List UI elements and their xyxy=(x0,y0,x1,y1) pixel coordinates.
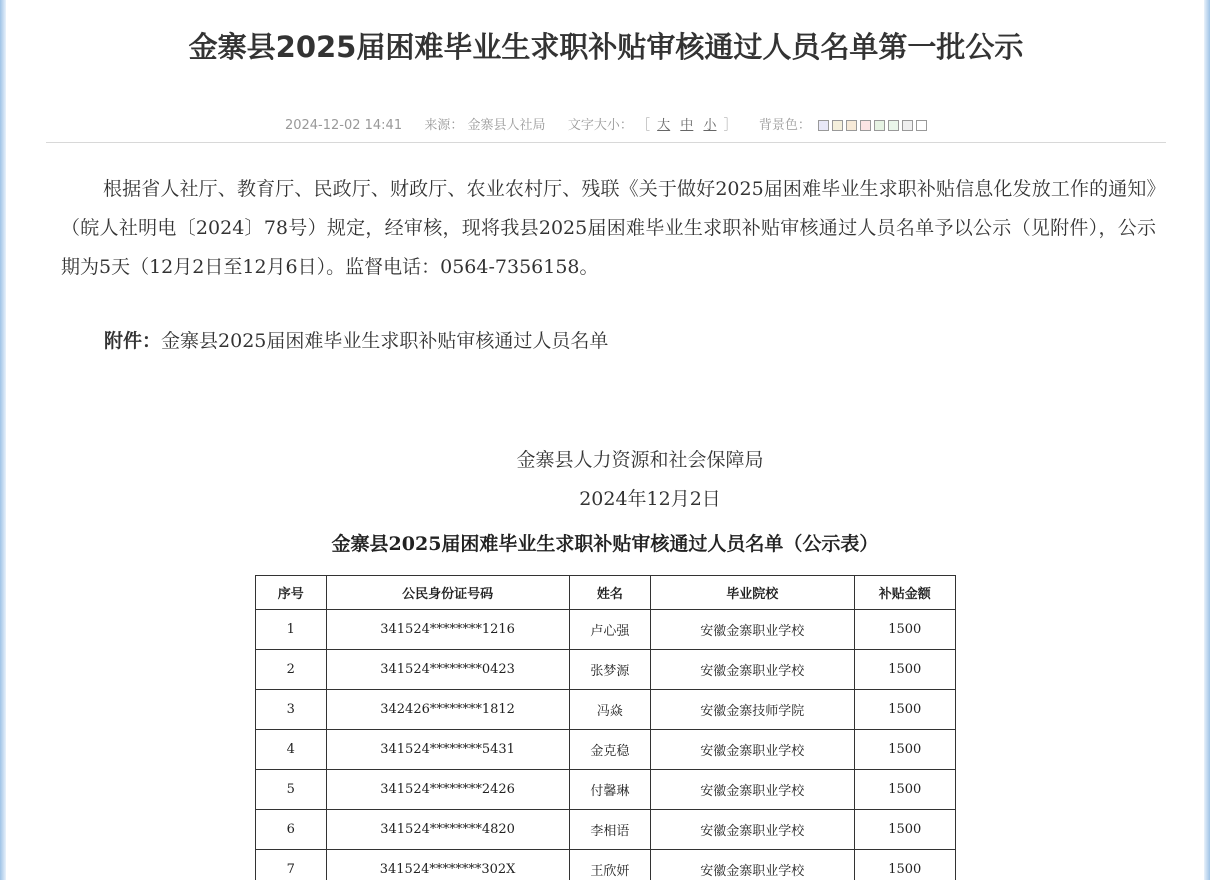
font-size-medium-button[interactable]: 中 xyxy=(680,118,694,133)
font-size-large-button[interactable]: 大 xyxy=(657,118,671,133)
cell-id-number: 341524********1216 xyxy=(326,610,569,650)
table-row xyxy=(256,610,956,650)
source-label: 来源： xyxy=(424,118,464,133)
cell-index: 1 xyxy=(256,610,327,650)
cell-index: 6 xyxy=(256,810,327,850)
left-border-decoration xyxy=(0,0,6,880)
table-row xyxy=(256,690,956,730)
cell-id-number: 341524********302X xyxy=(326,850,569,880)
background-swatch-5[interactable] xyxy=(874,120,885,131)
table-row xyxy=(256,850,956,880)
cell-subsidy: 1500 xyxy=(854,610,955,650)
signature-date: 2024年12月2日 xyxy=(579,488,721,510)
background-swatch-2[interactable] xyxy=(832,120,843,131)
cell-subsidy: 1500 xyxy=(854,770,955,810)
table-header-row xyxy=(256,576,956,610)
font-size-label: 文字大小： xyxy=(567,118,633,133)
cell-index: 4 xyxy=(256,730,327,770)
cell-index: 3 xyxy=(256,690,327,730)
article-title: 金寨县2025届困难毕业生求职补贴审核通过人员名单第一批公示 xyxy=(188,30,1024,64)
cell-index: 7 xyxy=(256,850,327,880)
bracket-close: ］ xyxy=(723,118,737,133)
background-swatch-group xyxy=(815,117,927,135)
cell-name: 金克稳 xyxy=(569,730,650,770)
cell-subsidy: 1500 xyxy=(854,850,955,880)
cell-school: 安徽金寨技师学院 xyxy=(651,690,854,730)
right-border-decoration xyxy=(1204,0,1210,880)
cell-name: 冯焱 xyxy=(569,690,650,730)
font-size-small-button[interactable]: 小 xyxy=(703,118,717,133)
cell-subsidy: 1500 xyxy=(854,730,955,770)
background-swatch-4[interactable] xyxy=(860,120,871,131)
table-row xyxy=(256,810,956,850)
background-swatch-8[interactable] xyxy=(916,120,927,131)
article-body: 根据省人社厅、教育厅、民政厅、财政厅、农业农村厅、残联《关于做好2025届困难毕业生求职补贴信息化发放工作的通知》（皖人社明电〔2024〕78号）规定，经审核，现将我县2025届困难毕业生求职补贴审核通过人员名单予以公示（见附件），公示期为5天（12月2日至12月6日）。监督电话：0564-7356158。 xyxy=(61,178,1156,278)
background-swatch-6[interactable] xyxy=(888,120,899,131)
attachment-label: 附件： xyxy=(104,330,162,352)
cell-name: 张梦源 xyxy=(569,650,650,690)
header-id-number: 公民身份证号码 xyxy=(326,576,569,610)
cell-school: 安徽金寨职业学校 xyxy=(651,730,854,770)
cell-name: 李相语 xyxy=(569,810,650,850)
publish-datetime: 2024-12-02 14:41 xyxy=(284,118,403,133)
header-index: 序号 xyxy=(256,576,327,610)
header-name: 姓名 xyxy=(569,576,650,610)
cell-school: 安徽金寨职业学校 xyxy=(651,650,854,690)
cell-school: 安徽金寨职业学校 xyxy=(651,770,854,810)
background-swatch-1[interactable] xyxy=(818,120,829,131)
cell-school: 安徽金寨职业学校 xyxy=(651,610,854,650)
cell-subsidy: 1500 xyxy=(854,650,955,690)
table-row xyxy=(256,650,956,690)
cell-id-number: 341524********2426 xyxy=(326,770,569,810)
cell-id-number: 341524********0423 xyxy=(326,650,569,690)
article-container xyxy=(46,0,1166,352)
cell-index: 2 xyxy=(256,650,327,690)
cell-id-number: 341524********4820 xyxy=(326,810,569,850)
cell-id-number: 341524********5431 xyxy=(326,730,569,770)
cell-name: 卢心强 xyxy=(569,610,650,650)
background-color-label: 背景色： xyxy=(758,118,811,133)
background-swatch-3[interactable] xyxy=(846,120,857,131)
article-meta xyxy=(46,117,1166,136)
bracket-open: ［ xyxy=(636,118,650,133)
cell-school: 安徽金寨职业学校 xyxy=(651,850,854,880)
signature-organization: 金寨县人力资源和社会保障局 xyxy=(516,449,764,471)
attachment-line xyxy=(104,322,608,361)
cell-name: 付馨琳 xyxy=(569,770,650,810)
attachment-link[interactable]: 金寨县2025届困难毕业生求职补贴审核通过人员名单 xyxy=(161,330,609,352)
cell-index: 5 xyxy=(256,770,327,810)
roster-table xyxy=(255,575,956,880)
cell-subsidy: 1500 xyxy=(854,810,955,850)
cell-school: 安徽金寨职业学校 xyxy=(651,810,854,850)
background-swatch-7[interactable] xyxy=(902,120,913,131)
table-title: 金寨县2025届困难毕业生求职补贴审核通过人员名单（公示表） xyxy=(331,533,879,555)
cell-id-number: 342426********1812 xyxy=(326,690,569,730)
table-row xyxy=(256,770,956,810)
table-row xyxy=(256,730,956,770)
cell-subsidy: 1500 xyxy=(854,690,955,730)
cell-name: 王欣妍 xyxy=(569,850,650,880)
header-school: 毕业院校 xyxy=(651,576,854,610)
header-subsidy: 补贴金额 xyxy=(854,576,955,610)
source-value: 金寨县人社局 xyxy=(467,118,546,133)
meta-divider xyxy=(46,142,1166,143)
